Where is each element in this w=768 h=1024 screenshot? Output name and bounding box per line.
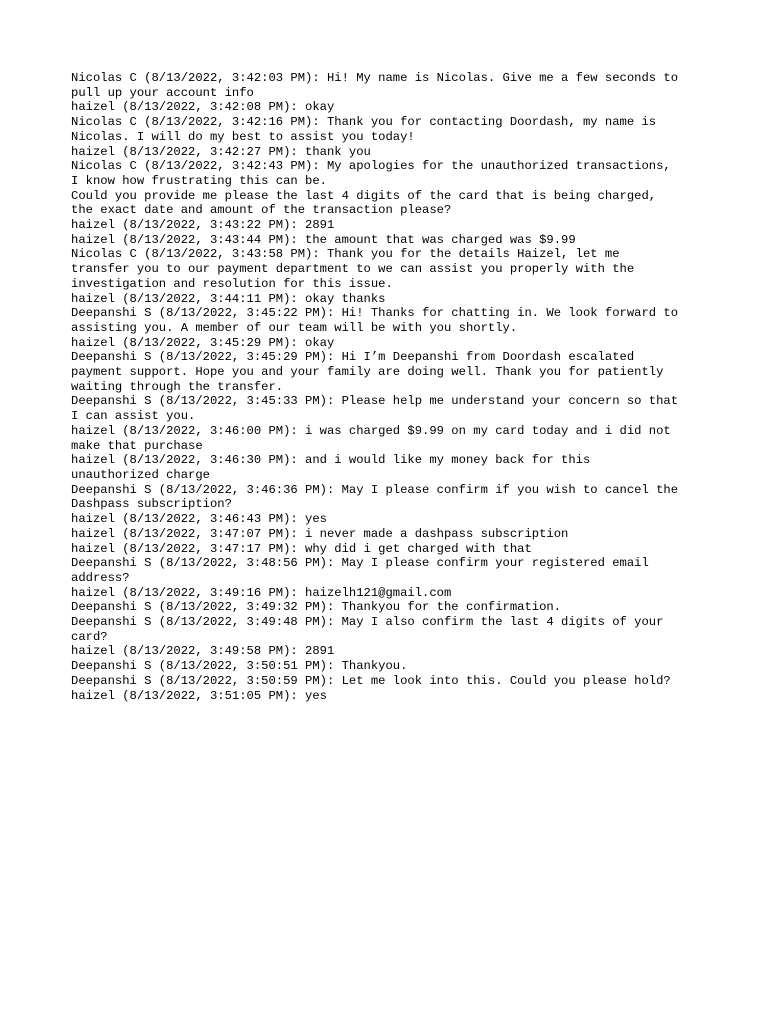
transcript-line: haizel (8/13/2022, 3:46:30 PM): and i would like my money back for this unauthorized charge <box>71 453 591 482</box>
transcript-line: Deepanshi S (8/13/2022, 3:50:51 PM): Thankyou. <box>71 659 408 674</box>
transcript-line: haizel (8/13/2022, 3:42:27 PM): thank you <box>71 144 371 159</box>
transcript-line: Nicolas C (8/13/2022, 3:43:58 PM): Thank you for the details Haizel, let me transfer you to our payment department to we can assist you properly with the investigation and resolution for this issue. <box>71 247 635 291</box>
transcript-line: Deepanshi S (8/13/2022, 3:45:29 PM): Hi I’m Deepanshi from Doordash escalated payment support. Hope you and your family are doing well. Thank you for patiently waiting through the transfer. <box>71 350 664 394</box>
transcript-line: haizel (8/13/2022, 3:49:58 PM): 2891 <box>71 644 335 659</box>
chat-transcript <box>71 71 711 703</box>
transcript-line: Nicolas C (8/13/2022, 3:42:16 PM): Thank you for contacting Doordash, my name is Nicolas. I will do my best to assist you today! <box>71 115 657 144</box>
transcript-line: haizel (8/13/2022, 3:44:11 PM): okay thanks <box>71 291 386 306</box>
transcript-line: haizel (8/13/2022, 3:51:05 PM): yes <box>71 688 327 703</box>
transcript-line: haizel (8/13/2022, 3:46:43 PM): yes <box>71 512 327 527</box>
transcript-line: haizel (8/13/2022, 3:43:22 PM): 2891 <box>71 218 335 233</box>
transcript-line: haizel (8/13/2022, 3:43:44 PM): the amount that was charged was $9.99 <box>71 232 576 247</box>
transcript-line: Deepanshi S (8/13/2022, 3:48:56 PM): May I please confirm your registered email address? <box>71 556 649 585</box>
transcript-line: Deepanshi S (8/13/2022, 3:45:33 PM): Please help me understand your concern so that I can assist you. <box>71 394 679 424</box>
transcript-line: Nicolas C (8/13/2022, 3:42:43 PM): My apologies for the unauthorized transactions, I know how frustrating this can be. Could you provide me please the last 4 digits of the card that is being charged, the exact date and amount of the transaction please? <box>71 159 671 218</box>
transcript-line: haizel (8/13/2022, 3:49:16 PM): haizelh121@gmail.com <box>71 585 452 600</box>
transcript-line: Nicolas C (8/13/2022, 3:42:03 PM): Hi! My name is Nicolas. Give me a few seconds to pull up your account info <box>71 71 679 100</box>
transcript-line: Deepanshi S (8/13/2022, 3:45:22 PM): Hi! Thanks for chatting in. We look forward to assisting you. A member of our team will be with you shortly. <box>71 306 679 335</box>
transcript-line: Deepanshi S (8/13/2022, 3:50:59 PM): Let me look into this. Could you please hold? <box>71 673 671 688</box>
transcript-line: haizel (8/13/2022, 3:45:29 PM): okay <box>71 335 335 350</box>
transcript-line: Deepanshi S (8/13/2022, 3:49:48 PM): May I also confirm the last 4 digits of your card? <box>71 615 664 644</box>
transcript-line: haizel (8/13/2022, 3:47:07 PM): i never made a dashpass subscription <box>71 526 569 541</box>
transcript-line: haizel (8/13/2022, 3:46:00 PM): i was charged $9.99 on my card today and i did not make that purchase <box>71 423 671 453</box>
transcript-line: haizel (8/13/2022, 3:47:17 PM): why did i get charged with that <box>71 541 532 556</box>
transcript-line: Deepanshi S (8/13/2022, 3:46:36 PM): May I please confirm if you wish to cancel the Dashpass subscription? <box>71 482 679 512</box>
transcript-line: Deepanshi S (8/13/2022, 3:49:32 PM): Thankyou for the confirmation. <box>71 600 562 615</box>
transcript-line: haizel (8/13/2022, 3:42:08 PM): okay <box>71 100 335 115</box>
